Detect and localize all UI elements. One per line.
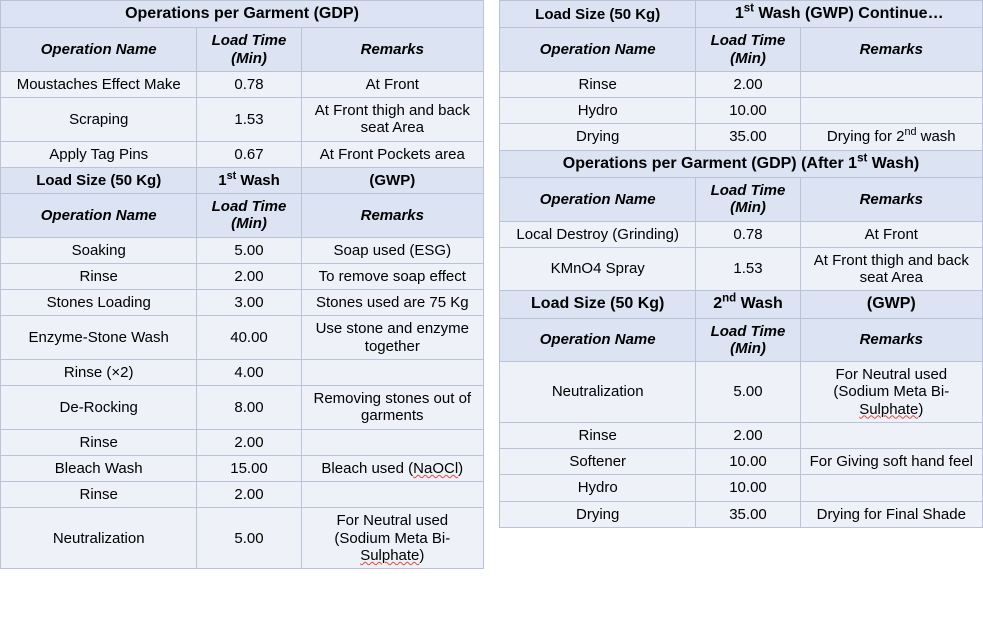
left-table [0, 0, 484, 569]
remarks: At Front [800, 221, 982, 247]
table-row [500, 247, 983, 291]
load-time: 2.00 [197, 263, 301, 289]
table-row [1, 359, 484, 385]
load-time: 15.00 [197, 455, 301, 481]
load-size-label: Load Size (50 Kg) [500, 1, 696, 28]
column-header-remarks: Remarks [301, 194, 483, 238]
left-wash-band-row [1, 167, 484, 193]
remarks: Stones used are 75 Kg [301, 290, 483, 316]
ordinal-suffix: st [226, 169, 237, 182]
load-time: 0.78 [197, 71, 301, 97]
table-row [1, 98, 484, 142]
load-time: 0.67 [197, 141, 301, 167]
operation-name: Rinse [500, 422, 696, 448]
table-row [1, 141, 484, 167]
load-time: 2.00 [197, 429, 301, 455]
remarks: Bleach used (NaOCl) [301, 455, 483, 481]
column-header-load-time: Load Time (Min) [696, 28, 800, 72]
remarks [800, 475, 982, 501]
column-header-remarks: Remarks [301, 28, 483, 72]
remarks: Removing stones out of garments [301, 386, 483, 430]
ordinal-suffix: st [857, 152, 868, 165]
left-gdp-title-row [1, 1, 484, 28]
load-time: 35.00 [696, 501, 800, 527]
gdp-title-pre: Operations per Garment (GDP) (After 1 [562, 154, 858, 172]
operation-name: Moustaches Effect Make [1, 71, 197, 97]
remarks: Drying for Final Shade [800, 501, 982, 527]
load-time: 2.00 [696, 422, 800, 448]
table-row [1, 482, 484, 508]
operation-name: Scraping [1, 98, 197, 142]
wash-stage-label: 1st Wash [197, 167, 301, 193]
operation-name: Rinse [1, 263, 197, 289]
load-size-label: Load Size (50 Kg) [500, 291, 696, 318]
table-row [1, 508, 484, 569]
table-row [1, 290, 484, 316]
load-time: 0.78 [696, 221, 800, 247]
ordinal-suffix: st [743, 2, 754, 15]
table-row [500, 422, 983, 448]
remarks [301, 429, 483, 455]
right-gdp-header-row [500, 178, 983, 222]
operation-name: Rinse [1, 482, 197, 508]
load-time: 10.00 [696, 475, 800, 501]
remarks [301, 482, 483, 508]
load-time: 3.00 [197, 290, 301, 316]
spellcheck-word: Sulphate [859, 400, 919, 418]
left-gdp-title: Operations per Garment (GDP) [1, 1, 484, 28]
wash-continue-label: 1st Wash (GWP) Continue… [696, 1, 983, 28]
table-row [500, 501, 983, 527]
right-wash-band-row [500, 291, 983, 318]
table-row [500, 71, 983, 97]
load-time: 8.00 [197, 386, 301, 430]
remarks: At Front thigh and back seat Area [301, 98, 483, 142]
remarks: At Front Pockets area [301, 141, 483, 167]
table-row [500, 449, 983, 475]
column-header-remarks: Remarks [800, 178, 982, 222]
right-table [499, 0, 983, 528]
operation-name: Hydro [500, 475, 696, 501]
right-gdp-title-row [500, 150, 983, 177]
remarks [800, 71, 982, 97]
column-header-load-time: Load Time (Min) [197, 28, 301, 72]
table-row [1, 455, 484, 481]
table-row [500, 98, 983, 124]
left-column [0, 0, 484, 639]
table-row [1, 429, 484, 455]
operation-name: Bleach Wash [1, 455, 197, 481]
load-time: 40.00 [197, 316, 301, 360]
ordinal-suffix: nd [722, 292, 737, 305]
remarks: For Neutral used (Sodium Meta Bi-Sulphate) [301, 508, 483, 569]
remarks: Drying for 2nd wash [800, 124, 982, 150]
column-header-load-time: Load Time (Min) [696, 178, 800, 222]
right-gdp-title [500, 150, 983, 177]
operation-name: Rinse [1, 429, 197, 455]
table-row [500, 124, 983, 150]
right-continue-band-row [500, 1, 983, 28]
table-row [1, 71, 484, 97]
table-row [1, 386, 484, 430]
table-row [1, 316, 484, 360]
operation-name: Drying [500, 124, 696, 150]
operation-name: Neutralization [1, 508, 197, 569]
load-time: 35.00 [696, 124, 800, 150]
column-header-operation-name: Operation Name [500, 28, 696, 72]
remarks [800, 98, 982, 124]
load-time: 5.00 [197, 237, 301, 263]
column-header-remarks: Remarks [800, 28, 982, 72]
operation-name: De-Rocking [1, 386, 197, 430]
table-row [500, 221, 983, 247]
remarks: At Front [301, 71, 483, 97]
remarks: At Front thigh and back seat Area [800, 247, 982, 291]
operation-name: Stones Loading [1, 290, 197, 316]
remarks: Soap used (ESG) [301, 237, 483, 263]
operation-name: Softener [500, 449, 696, 475]
remarks: To remove soap effect [301, 263, 483, 289]
operation-name: Neutralization [500, 362, 696, 423]
table-row [1, 237, 484, 263]
load-time: 2.00 [696, 71, 800, 97]
remarks: For Neutral used (Sodium Meta Bi-Sulphate) [800, 362, 982, 423]
load-time: 2.00 [197, 482, 301, 508]
wash-process-label: (GWP) [301, 167, 483, 193]
column-header-remarks: Remarks [800, 318, 982, 362]
ordinal-suffix: nd [904, 126, 917, 139]
right-continue-header-row [500, 28, 983, 72]
wash-stage-label: 2nd Wash [696, 291, 800, 318]
load-time: 1.53 [197, 98, 301, 142]
load-time: 10.00 [696, 449, 800, 475]
operation-name: KMnO4 Spray [500, 247, 696, 291]
operation-name: Rinse (×2) [1, 359, 197, 385]
operation-name: Rinse [500, 71, 696, 97]
table-row [1, 263, 484, 289]
remarks: For Giving soft hand feel [800, 449, 982, 475]
remarks [301, 359, 483, 385]
table-row [500, 362, 983, 423]
operation-name: Hydro [500, 98, 696, 124]
load-size-label: Load Size (50 Kg) [1, 167, 197, 193]
operation-name: Drying [500, 501, 696, 527]
operation-name: Apply Tag Pins [1, 141, 197, 167]
column-header-load-time: Load Time (Min) [197, 194, 301, 238]
load-time: 1.53 [696, 247, 800, 291]
spellcheck-word: Sulphate [360, 546, 420, 564]
column-header-operation-name: Operation Name [1, 194, 197, 238]
right-wash-header-row [500, 318, 983, 362]
left-wash-header-row [1, 194, 484, 238]
operation-name: Local Destroy (Grinding) [500, 221, 696, 247]
left-gdp-header-row [1, 28, 484, 72]
load-time: 5.00 [696, 362, 800, 423]
column-header-operation-name: Operation Name [1, 28, 197, 72]
load-time: 10.00 [696, 98, 800, 124]
wash-process-label: (GWP) [800, 291, 982, 318]
column-header-load-time: Load Time (Min) [696, 318, 800, 362]
gdp-title-post: Wash) [867, 154, 920, 172]
right-column [499, 0, 983, 639]
spellcheck-word: NaOCl [413, 459, 459, 477]
load-time: 4.00 [197, 359, 301, 385]
remarks [800, 422, 982, 448]
column-header-operation-name: Operation Name [500, 318, 696, 362]
operation-name: Soaking [1, 237, 197, 263]
operation-name: Enzyme-Stone Wash [1, 316, 197, 360]
table-row [500, 475, 983, 501]
load-time: 5.00 [197, 508, 301, 569]
column-header-operation-name: Operation Name [500, 178, 696, 222]
remarks: Use stone and enzyme together [301, 316, 483, 360]
